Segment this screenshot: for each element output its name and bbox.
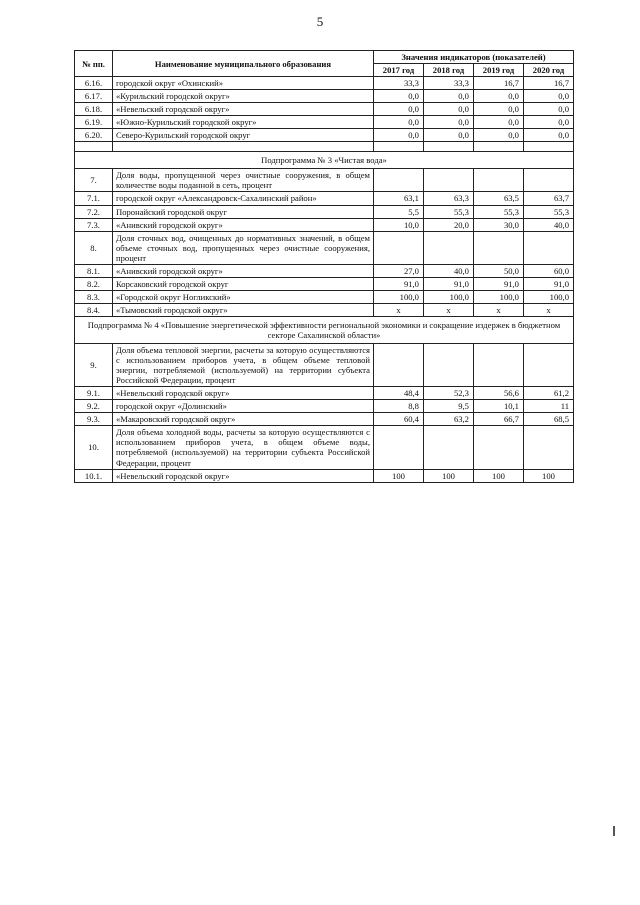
table-row xyxy=(75,116,574,129)
row-value: 40,0 xyxy=(423,264,473,277)
row-value: 0,0 xyxy=(423,103,473,116)
indicator-value xyxy=(523,231,573,264)
row-num: 10.1. xyxy=(75,469,113,482)
indicator-value xyxy=(373,426,423,469)
table-row xyxy=(75,129,574,142)
row-value: 0,0 xyxy=(373,116,423,129)
row-name: «Невельский городской округ» xyxy=(113,387,374,400)
indicator-name: Доля объема тепловой энергии, расчеты за которую осуществляются с использованием приборов учета, в общем объеме тепловой энергии, потребляемой (используемой) на территории субъекта Российской Федерации, процент xyxy=(113,344,374,387)
indicators-table xyxy=(74,50,574,483)
subprogram-title: Подпрограмма № 4 «Повышение энергетической эффективности региональной экономики и сокращение издержек в бюджетном секторе Сахалинской области» xyxy=(75,316,574,343)
row-value: 0,0 xyxy=(523,116,573,129)
row-num: 8.4. xyxy=(75,303,113,316)
row-value: 16,7 xyxy=(523,77,573,90)
row-name: городской округ «Александровск-Сахалинский район» xyxy=(113,192,374,205)
gap-cell xyxy=(523,142,573,152)
indicator-value xyxy=(373,169,423,192)
row-value: 61,2 xyxy=(523,387,573,400)
row-name: «Невельский городской округ» xyxy=(113,469,374,482)
row-value: 52,3 xyxy=(423,387,473,400)
row-value: 0,0 xyxy=(473,90,523,103)
row-value: 8,8 xyxy=(373,400,423,413)
row-value: 0,0 xyxy=(473,103,523,116)
header-year: 2020 год xyxy=(523,64,573,77)
indicator-num: 9. xyxy=(75,344,113,387)
row-value: 0,0 xyxy=(373,129,423,142)
row-num: 6.19. xyxy=(75,116,113,129)
indicator-value xyxy=(373,344,423,387)
indicator-row xyxy=(75,169,574,192)
margin-mark xyxy=(613,826,615,836)
row-value: 11 xyxy=(523,400,573,413)
row-value: 50,0 xyxy=(473,264,523,277)
indicator-value xyxy=(523,344,573,387)
row-name: «Тымовский городской округ» xyxy=(113,303,374,316)
row-value: 0,0 xyxy=(373,90,423,103)
row-name: Поронайский городской округ xyxy=(113,205,374,218)
row-num: 6.20. xyxy=(75,129,113,142)
row-value: 91,0 xyxy=(423,277,473,290)
row-value: 5,5 xyxy=(373,205,423,218)
row-value: 0,0 xyxy=(473,116,523,129)
row-name: городской округ «Охинский» xyxy=(113,77,374,90)
row-value: 91,0 xyxy=(373,277,423,290)
row-num: 7.3. xyxy=(75,218,113,231)
subprogram-row xyxy=(75,152,574,169)
table-row xyxy=(75,400,574,413)
indicator-row xyxy=(75,426,574,469)
row-name: «Анивский городской округ» xyxy=(113,218,374,231)
row-value: 48,4 xyxy=(373,387,423,400)
gap-cell xyxy=(75,142,113,152)
row-value: 63,2 xyxy=(423,413,473,426)
header-year: 2018 год xyxy=(423,64,473,77)
table-row xyxy=(75,90,574,103)
row-num: 6.16. xyxy=(75,77,113,90)
row-value: 20,0 xyxy=(423,218,473,231)
row-num: 9.1. xyxy=(75,387,113,400)
table-row xyxy=(75,277,574,290)
indicators-table-container xyxy=(74,50,574,483)
row-name: Корсаковский городской округ xyxy=(113,277,374,290)
row-num: 9.3. xyxy=(75,413,113,426)
row-value: 33,3 xyxy=(423,77,473,90)
table-row xyxy=(75,218,574,231)
indicator-value xyxy=(423,231,473,264)
table-row xyxy=(75,413,574,426)
gap-cell xyxy=(373,142,423,152)
table-row xyxy=(75,103,574,116)
row-value: 0,0 xyxy=(423,116,473,129)
row-value: 60,0 xyxy=(523,264,573,277)
indicator-num: 10. xyxy=(75,426,113,469)
row-value: 0,0 xyxy=(523,129,573,142)
row-value: 91,0 xyxy=(473,277,523,290)
row-value: 10,1 xyxy=(473,400,523,413)
gap-cell xyxy=(473,142,523,152)
indicator-name: Доля воды, пропущенной через очистные сооружения, в общем количестве воды поданной в сеть, процент xyxy=(113,169,374,192)
row-value: 40,0 xyxy=(523,218,573,231)
row-value: 56,6 xyxy=(473,387,523,400)
row-value: 100 xyxy=(373,469,423,482)
row-value: 63,1 xyxy=(373,192,423,205)
row-value: 63,3 xyxy=(423,192,473,205)
row-value: 60,4 xyxy=(373,413,423,426)
row-value: 100 xyxy=(473,469,523,482)
row-value: 63,7 xyxy=(523,192,573,205)
row-num: 8.2. xyxy=(75,277,113,290)
row-value: x xyxy=(423,303,473,316)
row-name: Северо-Курильский городской округ xyxy=(113,129,374,142)
row-value: 100,0 xyxy=(523,290,573,303)
indicator-row xyxy=(75,231,574,264)
gap-cell xyxy=(423,142,473,152)
row-name: «Невельский городской округ» xyxy=(113,103,374,116)
row-num: 8.3. xyxy=(75,290,113,303)
indicator-value xyxy=(473,169,523,192)
row-value: 100 xyxy=(523,469,573,482)
row-value: 0,0 xyxy=(523,90,573,103)
row-num: 9.2. xyxy=(75,400,113,413)
table-header-row xyxy=(75,51,574,64)
header-year: 2019 год xyxy=(473,64,523,77)
indicator-name: Доля сточных вод, очищенных до нормативных значений, в общем объеме сточных вод, пропущенных через очистные сооружения, процент xyxy=(113,231,374,264)
indicator-value xyxy=(523,426,573,469)
table-row xyxy=(75,303,574,316)
indicator-num: 7. xyxy=(75,169,113,192)
row-value: 63,5 xyxy=(473,192,523,205)
indicator-value xyxy=(523,169,573,192)
table-row xyxy=(75,264,574,277)
row-value: 100,0 xyxy=(373,290,423,303)
row-value: 91,0 xyxy=(523,277,573,290)
row-value: 55,3 xyxy=(423,205,473,218)
row-value: x xyxy=(473,303,523,316)
row-value: 0,0 xyxy=(423,90,473,103)
table-row xyxy=(75,469,574,482)
table-row xyxy=(75,387,574,400)
row-value: 0,0 xyxy=(423,129,473,142)
row-value: 16,7 xyxy=(473,77,523,90)
row-value: x xyxy=(523,303,573,316)
indicator-value xyxy=(423,426,473,469)
table-gap-row xyxy=(75,142,574,152)
row-num: 7.2. xyxy=(75,205,113,218)
row-value: 100,0 xyxy=(423,290,473,303)
row-num: 6.17. xyxy=(75,90,113,103)
page-number: 5 xyxy=(316,14,324,29)
indicator-value xyxy=(473,344,523,387)
table-row xyxy=(75,205,574,218)
table-row xyxy=(75,290,574,303)
row-name: «Макаровский городской округ» xyxy=(113,413,374,426)
indicator-value xyxy=(373,231,423,264)
indicator-name: Доля объема холодной воды, расчеты за которую осуществляются с использованием приборов учета, в общем объеме воды, потребляемой (используемой) на территории субъекта Российской Федерации, процент xyxy=(113,426,374,469)
indicator-num: 8. xyxy=(75,231,113,264)
row-name: «Южно-Курильский городской округ» xyxy=(113,116,374,129)
indicator-value xyxy=(423,169,473,192)
row-name: городской округ «Долинский» xyxy=(113,400,374,413)
row-value: 9,5 xyxy=(423,400,473,413)
header-values: Значения индикаторов (показателей) xyxy=(373,51,573,64)
row-value: 100 xyxy=(423,469,473,482)
row-value: 10,0 xyxy=(373,218,423,231)
row-num: 8.1. xyxy=(75,264,113,277)
row-value: 27,0 xyxy=(373,264,423,277)
gap-cell xyxy=(113,142,374,152)
row-value: 30,0 xyxy=(473,218,523,231)
table-row xyxy=(75,77,574,90)
indicator-value xyxy=(473,426,523,469)
indicator-row xyxy=(75,344,574,387)
row-name: «Городской округ Ногликский» xyxy=(113,290,374,303)
row-value: x xyxy=(373,303,423,316)
header-year: 2017 год xyxy=(373,64,423,77)
indicator-value xyxy=(423,344,473,387)
row-name: «Анивский городской округ» xyxy=(113,264,374,277)
indicator-value xyxy=(473,231,523,264)
subprogram-title: Подпрограмма № 3 «Чистая вода» xyxy=(75,152,574,169)
row-value: 66,7 xyxy=(473,413,523,426)
row-value: 100,0 xyxy=(473,290,523,303)
row-value: 55,3 xyxy=(473,205,523,218)
row-value: 55,3 xyxy=(523,205,573,218)
row-value: 0,0 xyxy=(523,103,573,116)
subprogram-row xyxy=(75,316,574,343)
row-num: 6.18. xyxy=(75,103,113,116)
row-num: 7.1. xyxy=(75,192,113,205)
header-name: Наименование муниципального образования xyxy=(113,51,374,77)
table-row xyxy=(75,192,574,205)
row-value: 0,0 xyxy=(473,129,523,142)
row-value: 33,3 xyxy=(373,77,423,90)
header-num: № пп. xyxy=(75,51,113,77)
row-name: «Курильский городской округ» xyxy=(113,90,374,103)
row-value: 0,0 xyxy=(373,103,423,116)
row-value: 68,5 xyxy=(523,413,573,426)
